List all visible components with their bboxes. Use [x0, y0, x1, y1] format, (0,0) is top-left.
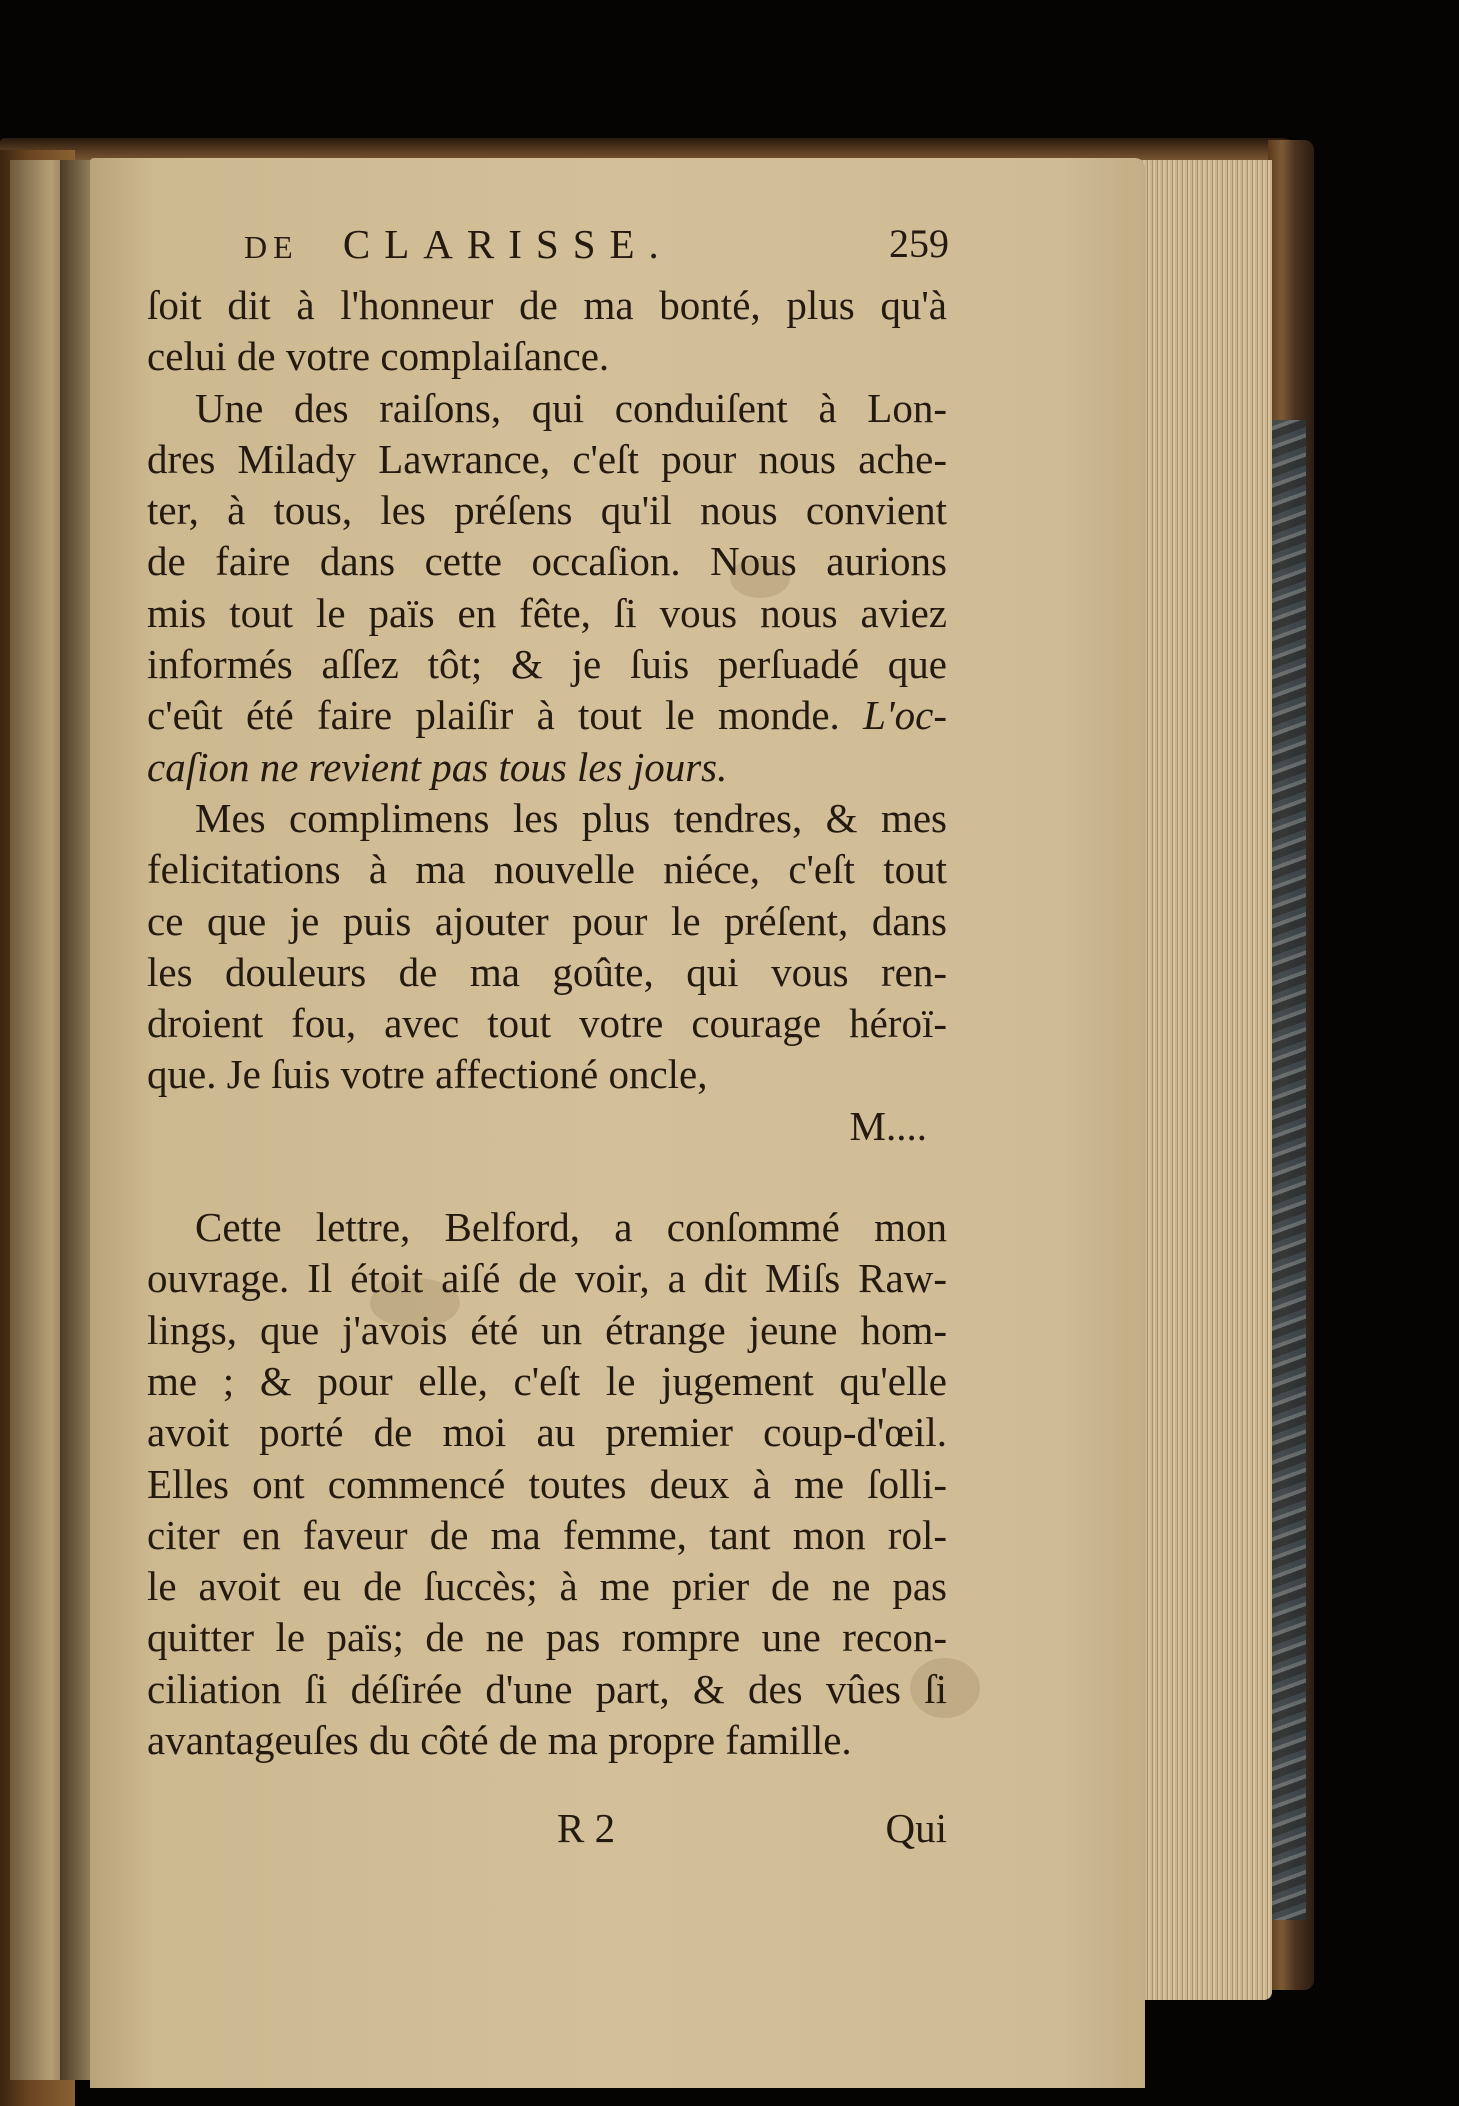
paragraph-3: [147, 793, 947, 1152]
text-line: quitter le païs; de ne pas rompre une recon-: [147, 1614, 947, 1661]
text-line: Cette lettre, Belford, a conſommé mon: [195, 1204, 947, 1251]
page-footer: [147, 1804, 947, 1864]
text-line: mis tout le païs en fête, ſi vous nous aviez: [147, 589, 947, 636]
text-line: le avoit eu de ſuccès; à me prier de ne pas: [147, 1563, 947, 1610]
text-line: ter, à tous, les préſens qu'il nous convient: [147, 487, 947, 534]
text-line: de faire dans cette occaſion. Nous aurions: [147, 538, 947, 585]
text-line: dres Milady Lawrance, c'eſt pour nous ache-: [147, 435, 947, 482]
text-line: avantageuſes du côté de ma propre famille.: [147, 1717, 852, 1764]
text-line: les douleurs de ma goûte, qui vous ren-: [147, 948, 947, 995]
text-line-with-italic: [147, 690, 947, 741]
marbled-board-edge: [1272, 420, 1306, 1920]
text-line: que. Je ſuis votre affectioné oncle,: [147, 1051, 708, 1098]
italic-line: caſion ne revient pas tous les jours.: [147, 743, 728, 790]
running-head-prefix: DE: [244, 229, 299, 265]
text-line: felicitations à ma nouvelle niéce, c'eſt tout: [147, 846, 947, 893]
text-line: droient fou, avec tout votre courage héroï-: [147, 1000, 947, 1047]
text-line-roman: c'eût été faire plaiſir à tout le monde.: [147, 692, 840, 739]
text-line: Mes complimens les plus tendres, & mes: [195, 794, 947, 841]
page-number: 259: [889, 221, 949, 266]
text-line: Elles ont commencé toutes deux à me ſolli-: [147, 1460, 947, 1507]
page-block-fore-edge: [1140, 160, 1272, 2000]
text-line: ce que je puis ajouter pour le préſent, dans: [147, 897, 947, 944]
text-block: [147, 220, 947, 1864]
text-line: lings, que j'avois été un étrange jeune hom-: [147, 1306, 947, 1353]
italic-fragment: L'oc-: [863, 692, 947, 739]
text-line: informés aſſez tôt; & je ſuis perſuadé que: [147, 641, 947, 688]
catchword: Qui: [885, 1805, 947, 1852]
section-gap: [147, 1152, 947, 1202]
text-line: ſoit dit à l'honneur de ma bonté, plus qu'à: [147, 282, 947, 328]
text-line: ciliation ſi déſirée d'une part, & des vûes ſi: [147, 1665, 947, 1712]
paragraph-1: [147, 280, 947, 383]
text-line: avoit porté de moi au premier coup-d'œil.: [147, 1409, 947, 1456]
text-line: celui de votre complaiſance.: [147, 333, 610, 380]
letter-signature: M....: [849, 1102, 927, 1149]
paragraph-2: [147, 383, 947, 793]
text-line: Une des raiſons, qui conduiſent à Lon-: [195, 384, 947, 431]
running-head-book-title: CLARISSE.: [342, 221, 673, 267]
running-head-title: [244, 220, 673, 268]
text-line: me ; & pour elle, c'eſt le jugement qu'elle: [147, 1357, 947, 1404]
text-line: citer en faveur de ma femme, tant mon rol-: [147, 1511, 947, 1558]
paragraph-4: [147, 1202, 947, 1766]
text-line: ouvrage. Il étoit aiſé de voir, a dit Miſs Raw-: [147, 1255, 947, 1302]
book-page: [90, 158, 1145, 2088]
signature-mark: R 2: [557, 1805, 616, 1852]
running-head: [147, 220, 947, 280]
